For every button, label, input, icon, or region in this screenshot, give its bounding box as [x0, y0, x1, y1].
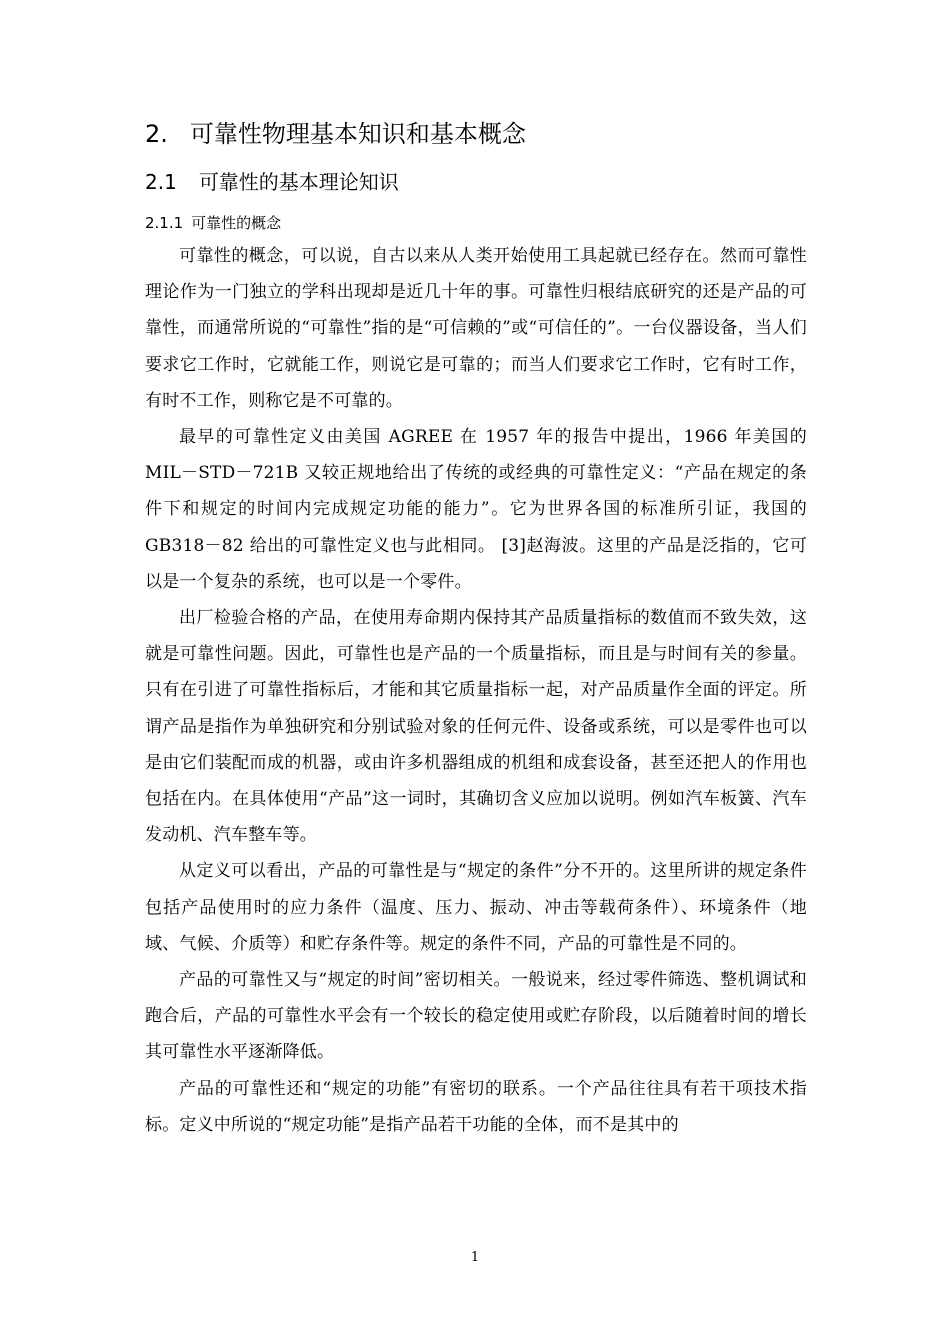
page-number: 1	[470, 1250, 480, 1265]
chapter-title: 可靠性物理基本知识和基本概念	[189, 120, 526, 148]
subsection-title: 可靠性的概念	[191, 214, 282, 232]
chapter-heading	[145, 112, 807, 156]
chapter-number: 2.	[145, 120, 168, 148]
subsection-heading	[145, 208, 807, 238]
body-paragraph: 产品的可靠性还和“规定的功能”有密切的联系。一个产品往往具有若干项技术指标。定义中所说的“规定功能”是指产品若干功能的全体，而不是其中的	[145, 1078, 807, 1135]
body-paragraph: 出厂检验合格的产品，在使用寿命期内保持其产品质量指标的数值而不致失效，这就是可靠性问题。因此，可靠性也是产品的一个质量指标，而且是与时间有关的参量。只有在引进了可靠性指标后，才能和其它质量指标一起，对产品质量作全面的评定。所谓产品是指作为单独研究和分别试验对象的任何元件、设备或系统，可以是零件也可以是由它们装配而成的机器，或由许多机器组成的机组和成套设备，甚至还把人的作用也包括在内。在具体使用“产品”这一词时，其确切含义应加以说明。例如汽车板簧、汽车发动机、汽车整车等。	[145, 608, 807, 846]
section-title: 可靠性的基本理论知识	[198, 170, 399, 194]
page-content	[145, 112, 807, 1143]
subsection-number: 2.1.1	[145, 214, 184, 232]
body-paragraph: 最早的可靠性定义由美国 AGREE 在 1957 年的报告中提出，1966 年美国的 MIL－STD－721B 又较正规地给出了传统的或经典的可靠性定义：“产品在规定的条件下和规定的时间内完成规定功能的能力”。它为世界各国的标准所引证，我国的 GB318－82 给出的可靠性定义也与此相同。 [3]赵海波。这里的产品是泛指的，它可以是一个复杂的系统，也可以是一个零件。	[145, 427, 807, 592]
body-paragraph: 从定义可以看出，产品的可靠性是与“规定的条件”分不开的。这里所讲的规定条件包括产品使用时的应力条件（温度、压力、振动、冲击等载荷条件）、环境条件（地域、气候、介质等）和贮存条件等。规定的条件不同，产品的可靠性是不同的。	[145, 861, 807, 954]
section-number: 2.1	[145, 170, 177, 194]
section-heading	[145, 162, 807, 202]
body-paragraph: 产品的可靠性又与“规定的时间”密切相关。一般说来，经过零件筛选、整机调试和跑合后，产品的可靠性水平会有一个较长的稳定使用或贮存阶段，以后随着时间的增长其可靠性水平逐渐降低。	[145, 970, 807, 1063]
body-paragraph: 可靠性的概念，可以说，自古以来从人类开始使用工具起就已经存在。然而可靠性理论作为一门独立的学科出现却是近几十年的事。可靠性归根结底研究的还是产品的可靠性，而通常所说的“可靠性”指的是“可信赖的”或“可信任的”。一台仪器设备，当人们要求它工作时，它就能工作，则说它是可靠的；而当人们要求它工作时，它有时工作，有时不工作，则称它是不可靠的。	[145, 246, 807, 411]
